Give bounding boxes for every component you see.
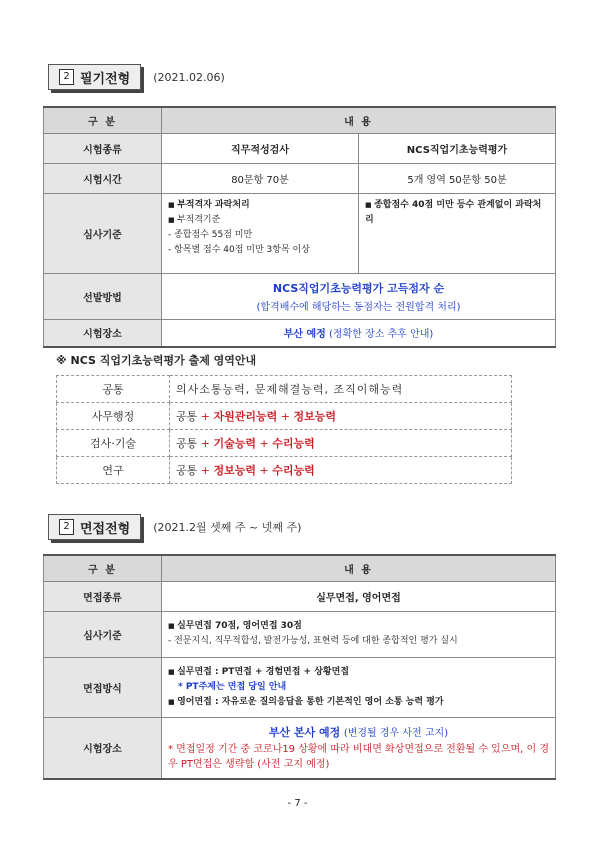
row-label-place: 시험장소 bbox=[44, 717, 162, 779]
exam-time-aptitude: 80문항 70분 bbox=[162, 163, 359, 193]
table-row bbox=[57, 430, 512, 457]
ncs-extra: 수리능력 bbox=[272, 437, 315, 450]
ncs-value bbox=[170, 430, 512, 457]
ncs-area-table bbox=[56, 375, 512, 484]
ncs-note: ※ NCS 직업기초능력평가 출제 영역안내 bbox=[56, 354, 257, 367]
exam-time-ncs: 5개 영역 50문항 50분 bbox=[359, 163, 556, 193]
criteria-ncs bbox=[359, 193, 556, 273]
ncs-extra: 자원관리능력 bbox=[213, 410, 278, 423]
ncs-extra: 정보능력 bbox=[293, 410, 336, 423]
section-title-box bbox=[48, 64, 141, 90]
place-main: 부산 예정 bbox=[283, 329, 326, 341]
ncs-plus: + bbox=[200, 464, 210, 477]
exam-type-aptitude: 직무적성검사 bbox=[162, 133, 359, 163]
written-exam-table bbox=[43, 106, 556, 348]
ncs-label: 연구 bbox=[57, 457, 170, 484]
row-label-type: 시험종류 bbox=[44, 133, 162, 163]
place-sub: (정확한 장소 추후 안내) bbox=[329, 329, 434, 341]
interview-criteria bbox=[162, 611, 556, 657]
ncs-base: 공통 bbox=[176, 410, 198, 423]
row-label-time: 시험시간 bbox=[44, 163, 162, 193]
crit-item: ■ 부적격자 과락처리 bbox=[168, 198, 352, 213]
crit-item: - 전문지식, 직무적합성, 발전가능성, 표현력 등에 대한 종합적인 평가 실시 bbox=[168, 634, 549, 649]
table-row bbox=[57, 457, 512, 484]
row-label-criteria: 심사기준 bbox=[44, 611, 162, 657]
ncs-value: 의사소통능력, 문제해결능력, 조직이해능력 bbox=[170, 376, 512, 403]
ncs-plus: + bbox=[200, 410, 210, 423]
row-label-criteria: 심사기준 bbox=[44, 193, 162, 273]
place-note: * 면접일정 기간 중 코로나19 상황에 따라 비대면 화상면접으로 전환될 수 있으며, 이 경우 PT면접은 생략함 (사전 고지 예정) bbox=[168, 743, 550, 770]
section-written-header bbox=[48, 64, 225, 90]
section-date: (2021.2월 셋째 주 ~ 넷째 주) bbox=[153, 521, 302, 534]
page-number: - 7 - bbox=[287, 798, 308, 809]
ncs-plus: + bbox=[259, 437, 269, 450]
ncs-label: 검사·기술 bbox=[57, 430, 170, 457]
section-number: 2 bbox=[59, 69, 74, 85]
ncs-extra: 수리능력 bbox=[272, 464, 315, 477]
ncs-value bbox=[170, 457, 512, 484]
crit-item: - 종합점수 55점 미만 bbox=[168, 228, 352, 243]
row-label-selection: 선발방법 bbox=[44, 273, 162, 319]
ncs-label: 사무행정 bbox=[57, 403, 170, 430]
exam-type-ncs: NCS직업기초능력평가 bbox=[359, 133, 556, 163]
section-title: 필기전형 bbox=[80, 71, 131, 87]
interview-place bbox=[162, 717, 556, 779]
exam-place bbox=[162, 319, 556, 347]
selection-method bbox=[162, 273, 556, 319]
ncs-plus: + bbox=[259, 464, 269, 477]
crit-item: ■ 부적격기준 bbox=[168, 213, 352, 228]
header-category: 구 분 bbox=[44, 555, 162, 581]
ncs-plus: + bbox=[280, 410, 290, 423]
ncs-extra: 기술능력 bbox=[213, 437, 256, 450]
selection-main: NCS직업기초능력평가 고득점자 순 bbox=[272, 281, 445, 295]
interview-type: 실무면접, 영어면접 bbox=[162, 581, 556, 611]
section-title-box bbox=[48, 514, 141, 540]
place-sub: (변경될 경우 사전 고지) bbox=[343, 727, 449, 739]
header-content: 내 용 bbox=[162, 555, 556, 581]
ncs-base: 공통 bbox=[176, 437, 198, 450]
crit-item: ■ 실무면접 70점, 영어면접 30점 bbox=[168, 619, 549, 634]
ncs-plus: + bbox=[200, 437, 210, 450]
selection-sub: (합격배수에 해당하는 동점자는 전원합격 처리) bbox=[256, 301, 461, 313]
table-row bbox=[57, 376, 512, 403]
interview-table bbox=[43, 554, 556, 780]
table-row bbox=[57, 403, 512, 430]
row-label-method: 면접방식 bbox=[44, 657, 162, 717]
method-note: * PT주제는 면접 당일 안내 bbox=[178, 681, 287, 692]
method-item: ■ 실무면접 : PT면접 + 경험면접 + 상황면접 bbox=[168, 665, 549, 680]
section-number: 2 bbox=[59, 519, 74, 535]
interview-method bbox=[162, 657, 556, 717]
section-interview-header bbox=[48, 514, 301, 540]
row-label-type: 면접종류 bbox=[44, 581, 162, 611]
row-label-place: 시험장소 bbox=[44, 319, 162, 347]
ncs-extra: 정보능력 bbox=[213, 464, 256, 477]
header-content: 내 용 bbox=[162, 107, 556, 133]
ncs-label: 공통 bbox=[57, 376, 170, 403]
crit-item: ■ 종합점수 40점 미만 등수 관계없이 과락처리 bbox=[365, 198, 549, 228]
method-item: ■ 영어면접 : 자유로운 질의응답을 통한 기본적인 영어 소통 능력 평가 bbox=[168, 695, 549, 710]
section-title: 면접전형 bbox=[80, 521, 131, 537]
section-date: (2021.02.06) bbox=[153, 70, 225, 84]
ncs-value bbox=[170, 403, 512, 430]
criteria-aptitude bbox=[162, 193, 359, 273]
place-main: 부산 본사 예정 bbox=[268, 725, 341, 739]
crit-item: - 항목별 점수 40점 미만 3항목 이상 bbox=[168, 243, 352, 258]
header-category: 구 분 bbox=[44, 107, 162, 133]
ncs-base: 공통 bbox=[176, 464, 198, 477]
